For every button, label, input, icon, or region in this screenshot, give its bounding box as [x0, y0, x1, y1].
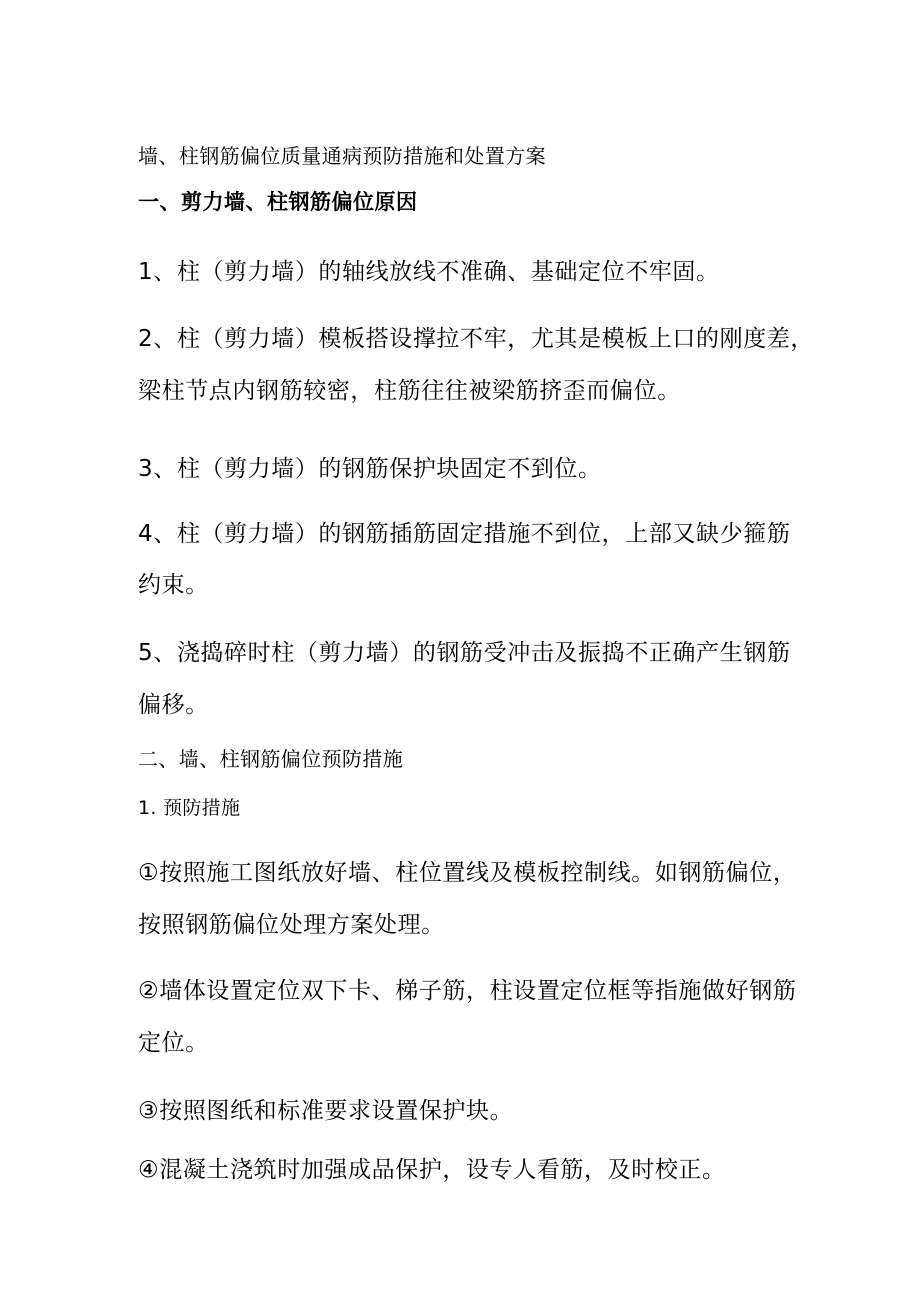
section-1-item-5-line-2: 偏移。: [138, 692, 209, 718]
section-2-item-2-line-2: 定位。: [138, 1030, 209, 1056]
section-1-item-5-line-1: 5、浇捣碎时柱（剪力墙）的钢筋受冲击及振捣不正确产生钢筋: [138, 640, 791, 666]
document-title: 墙、柱钢筋偏位质量通病预防措施和处置方案: [138, 144, 546, 168]
section-1-item-2-line-1: 2、柱（剪力墙）模板搭设撑拉不牢，尤其是模板上口的刚度差，: [138, 326, 815, 352]
section-1-item-4-line-1: 4、柱（剪力墙）的钢筋插筋固定措施不到位，上部又缺少箍筋: [138, 521, 791, 547]
section-1-item-1: 1、柱（剪力墙）的轴线放线不准确、基础定位不牢固。: [138, 259, 720, 285]
section-1-item-4-line-2: 约束。: [138, 572, 209, 598]
section-2-item-2-line-1: ②墙体设置定位双下卡、梯子筋，柱设置定位框等指施做好钢筋: [138, 978, 797, 1004]
section-1-item-3: 3、柱（剪力墙）的钢筋保护块固定不到位。: [138, 456, 602, 482]
section-1-item-2-line-2: 梁柱节点内钢筋较密，柱筋往往被梁筋挤歪而偏位。: [138, 378, 681, 404]
section-2-subheading: 1. 预防措施: [138, 797, 241, 819]
section-1-heading: 一、剪力墙、柱钢筋偏位原因: [138, 190, 418, 214]
section-2-item-1-line-1: ①按照施工图纸放好墙、柱位置线及模板控制线。如钢筋偏位，: [138, 860, 797, 886]
section-2-item-4: ④混凝土浇筑时加强成品保护，设专人看筋，及时校正。: [138, 1157, 726, 1183]
section-2-heading: 二、墙、柱钢筋偏位预防措施: [138, 747, 404, 771]
section-2-item-3: ③按照图纸和标准要求设置保护块。: [138, 1098, 514, 1124]
section-2-item-1-line-2: 按照钢筋偏位处理方案处理。: [138, 912, 445, 938]
